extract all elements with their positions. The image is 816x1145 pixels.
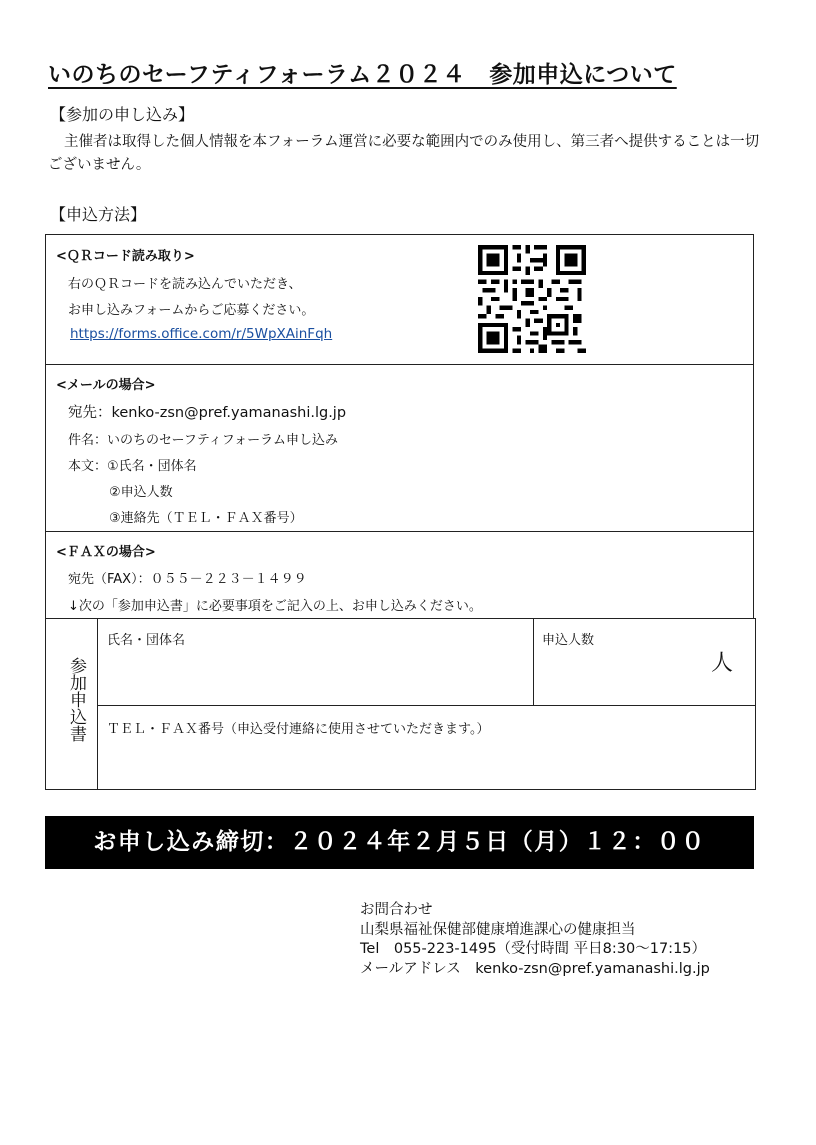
form-side-title: 参加申込書 [66, 657, 86, 742]
form-side-title-cell [46, 619, 98, 789]
tel-fax-field[interactable] [98, 706, 755, 789]
email-body-item-2: ②申込人数 [109, 485, 173, 500]
count-field[interactable] [534, 619, 755, 706]
privacy-paragraph: 主催者は取得した個人情報を本フォーラム運営に必要な範囲内でのみ使用し、第三者へ提供することは一切ございません。 [48, 134, 760, 173]
count-unit: 人 [710, 651, 733, 676]
qr-section-label: <ＱＲコード読み取り> [56, 249, 195, 264]
email-body-item-1: 本文：①氏名・団体名 [68, 459, 197, 474]
email-subject: 件名：いのちのセーフティフォーラム申し込み [68, 433, 339, 448]
qr-instruction-2: お申し込みフォームからご応募ください。 [68, 303, 315, 318]
contact-mail: メールアドレス kenko-zsn@pref.yamanashi.lg.jp [360, 960, 710, 977]
email-body-item-3: ③連絡先（ＴＥＬ・ＦＡＸ番号） [109, 511, 303, 526]
qr-section [45, 234, 754, 364]
contact-info [360, 901, 710, 979]
form-url-link[interactable]: https://forms.office.com/r/5WpXAinFqh [70, 326, 333, 342]
count-field-label: 申込人数 [542, 633, 595, 648]
qr-instruction-1: 右のＱＲコードを読み込んでいただき、 [68, 277, 302, 292]
name-field[interactable] [98, 619, 534, 706]
email-section [45, 364, 754, 532]
method-heading: 【申込方法】 [50, 205, 147, 224]
contact-department: 山梨県福祉保健部健康増進課心の健康担当 [360, 921, 636, 938]
contact-tel: Tel 055-223-1495（受付時間 平日8:30～17:15） [360, 941, 707, 957]
qr-code-icon[interactable] [478, 245, 586, 353]
fax-section [45, 531, 754, 619]
email-section-label: <メールの場合> [56, 378, 156, 393]
deadline-banner: お申し込み締切：２０２４年２月５日（月）１２：００ [45, 816, 754, 869]
fax-instruction: ↓次の「参加申込書」に必要事項をご記入の上、お申し込みください。 [68, 599, 482, 614]
tel-fax-field-label: ＴＥＬ・ＦＡＸ番号（申込受付連絡に使用させていただきます。） [107, 722, 490, 737]
email-to: 宛先：kenko-zsn@pref.yamanashi.lg.jp [68, 405, 347, 421]
apply-heading: 【参加の申し込み】 [50, 105, 195, 124]
fax-section-label: <ＦＡＸの場合> [56, 545, 156, 560]
contact-heading: お問合わせ [360, 902, 433, 918]
page-title: いのちのセーフティフォーラム２０２４ 参加申込について [48, 62, 677, 88]
fax-number: 宛先（FAX）：０５５－２２３－１４９９ [68, 572, 307, 587]
application-form [45, 618, 756, 790]
name-field-label: 氏名・団体名 [107, 633, 186, 648]
